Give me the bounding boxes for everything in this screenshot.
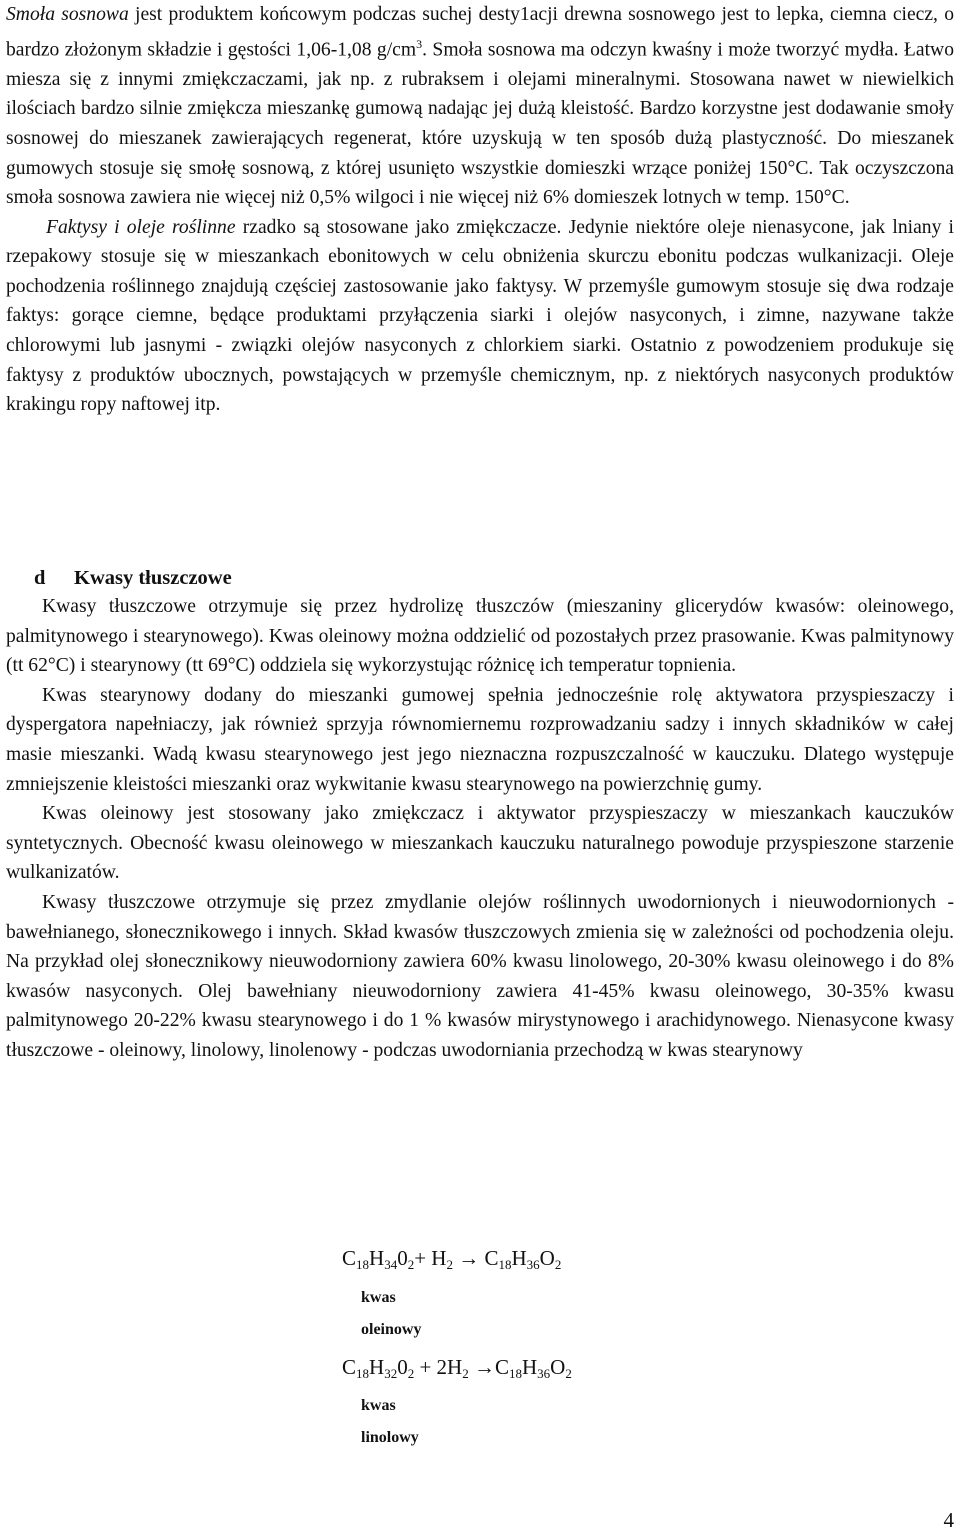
equation-linolowy [342, 1355, 572, 1380]
eq-symbol: C [342, 1246, 357, 1270]
eq-symbol: O [539, 1246, 555, 1270]
eq-operator: + 2H [414, 1355, 463, 1379]
section-title: Kwasy tłuszczowe [74, 567, 232, 589]
eq-symbol: H [511, 1246, 527, 1270]
paragraph-smola-sosnowa [6, 0, 954, 213]
label-oleinowy: oleinowy [361, 1321, 422, 1338]
paragraph-text: rzadko są stosowane jako zmiękczacze. Jedynie niektóre oleje nienasycone, jak lniany i rzepakowy stosuje się w mieszankach ebonitowych w celu obniżenia skurczu ebonitu podczas wulkanizacji. Oleje pochodzenia roślinnego znajdują częściej zastosowanie jako faktysy. W przemyśle gumowym stosuje się dwa rodzaje faktys: gorące ciemne, będące produktami przyłączenia siarki i olejów nasyconych, i zimne, nazywane także chlorowymi lub jasnymi - związki olejów nasyconych z chlorkiem siarki. Ostatnio z powodzeniem produkuje się faktysy z produktów ubocznych, powstających w przemyśle chemicznym, np. z niektórych nasyconych produktów krakingu ropy naftowej itp. [6, 216, 955, 416]
eq-subscript: 2 [462, 1366, 469, 1381]
paragraph-kwasy-intro: Kwasy tłuszczowe otrzymuje się przez hydrolizę tłuszczów (mieszaniny glicerydów kwasów: oleinowego, palmitynowego i stearynowego). Kwas oleinowy można oddzielić od pozostałych przez prasowanie. Kwas palmitynowy (tt 62°C) i stearynowy (tt 69°C) oddziela się wykorzystując różnicę ich temperatur topnienia. [6, 596, 954, 677]
eq-subscript: 2 [407, 1257, 415, 1272]
section-heading [34, 564, 232, 593]
term-faktysy: Faktysy i oleje roślinne [46, 216, 236, 238]
eq-subscript: 2 [554, 1257, 562, 1272]
paragraph-kwas-oleinowy: Kwas oleinowy jest stosowany jako zmiękczacz i aktywator przyspieszaczy w mieszankach kauczuków syntetycznych. Obecność kwasu oleinowego w mieszankach kauczuku naturalnego powoduje przyspieszone starzenie wulkanizatów. [6, 803, 954, 884]
eq-subscript: 2 [407, 1366, 415, 1381]
page-number: 4 [943, 1508, 954, 1532]
eq-symbol: C [484, 1246, 499, 1270]
label-kwas: kwas [361, 1397, 396, 1414]
eq-symbol: C [494, 1355, 509, 1379]
paragraph-kwasy-zmydlanie: Kwasy tłuszczowe otrzymuje się przez zmydlanie olejów roślinnych uwodornionych i nieuwodornionych - bawełnianego, słonecznikowego i innych. Skład kwasów tłuszczowych zmienia się w zależności od pochodzenia oleju. Na przykład olej słonecznikowy nieuwodorniony zawiera 60% kwasu linolowego, 20-30% kwasu oleinowego i do 8% kwasów nasyconych. Olej bawełniany nieuwodorniony zawiera 41-45% kwasu oleinowego, 30-35% kwasu palmitynowego 20-22% kwasu stearynowego i do 1 % kwasów mirystynowego i arachidynowego. Nienasycone kwasy tłuszczowe - oleinowy, linolowy, linolenowy - podczas uwodorniania przechodzą w kwas stearynowy [6, 891, 954, 1061]
eq-subscript: 36 [526, 1257, 540, 1272]
eq-subscript: 18 [356, 1257, 370, 1272]
label-linolowy: linolowy [361, 1429, 419, 1446]
paragraph-text: jest produktem końcowym podczas suchej desty1acji drewna sosnowego jest to lepka, ciemna ciecz, o bardzo złożonym składzie i gęstości 1,06-1,08 g/cm [6, 4, 955, 61]
paragraph-kwas-stearynowy: Kwas stearynowy dodany do mieszanki gumowej spełnia jednocześnie rolę aktywatora przyspieszaczy i dyspergatora napełniaczy, jak również sprzyja równomiernemu rozprowadzaniu sadzy i innych składników w całej masie mieszanki. Wadą kwasu stearynowego jest jego nieznaczna rozpuszczalność w kauczuku. Dlatego występuje zmniejszenie kleistości mieszanki oraz wykwitanie kwasu stearynowego na powierzchnię gumy. [6, 684, 954, 795]
eq-symbol: C [342, 1355, 357, 1379]
eq-subscript: 18 [356, 1366, 370, 1381]
equation-oleinowy [342, 1246, 561, 1271]
eq-symbol: H [369, 1355, 385, 1379]
eq-subscript: 2 [446, 1257, 453, 1272]
label-kwas: kwas [361, 1289, 396, 1306]
eq-symbol: H [369, 1246, 385, 1270]
section-letter: d [34, 567, 46, 589]
term-smola-sosnowa: Smoła sosnowa [6, 4, 129, 25]
eq-operator: + H [414, 1246, 447, 1270]
eq-subscript: 32 [384, 1366, 398, 1381]
eq-subscript: 34 [384, 1257, 398, 1272]
eq-subscript: 18 [508, 1366, 522, 1381]
paragraph-faktysy [6, 213, 954, 420]
eq-subscript: 36 [537, 1366, 551, 1381]
eq-symbol: 0 [397, 1355, 408, 1379]
eq-subscript: 2 [565, 1366, 572, 1381]
eq-symbol: H [521, 1355, 538, 1379]
document-page [6, 0, 954, 420]
reaction-arrow: → [452, 1246, 485, 1270]
section-body [6, 592, 954, 1066]
paragraph-text: . Smoła sosnowa ma odczyn kwaśny i może tworzyć mydła. Łatwo miesza się z innymi zmiękczaczami, jak np. z rubraksem i olejami mineralnymi. Stosowana nawet w niewielkich ilościach bardzo silnie zmiękcza mieszankę gumową nadając jej dużą kleistość. Bardzo korzystne jest dodawanie smoły sosnowej do mieszanek zawierających regenerat, które uzyskują w ten sposób dużą plastyczność. Do mieszanek gumowych stosuje się smołę sosnową, z której usunięto wszystkie domieszki wrzące poniżej 150°C. Tak oczyszczona smoła sosnowa zawiera nie więcej niż 0,5% wilgoci i nie więcej niż 6% domieszek lotnych w temp. 150°C. [6, 39, 954, 209]
eq-subscript: 18 [498, 1257, 512, 1272]
superscript: 3 [416, 36, 423, 51]
eq-symbol: O [550, 1355, 566, 1379]
eq-symbol: 0 [397, 1246, 408, 1270]
reaction-arrow: → [468, 1355, 495, 1379]
